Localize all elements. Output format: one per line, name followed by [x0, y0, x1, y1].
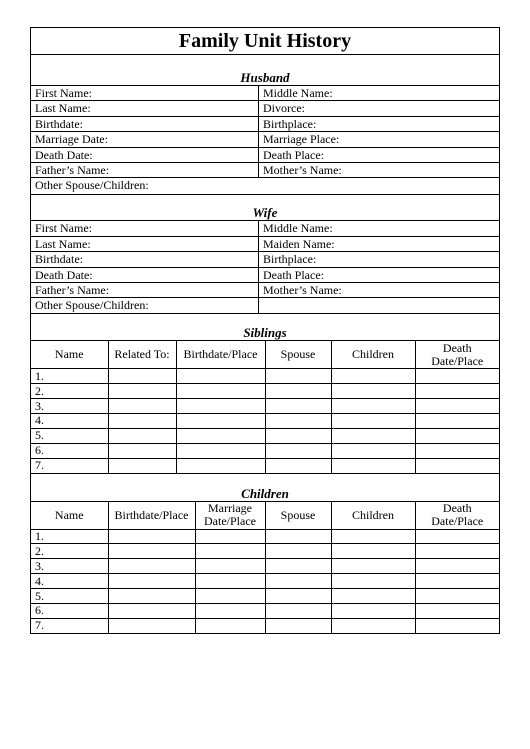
- children-col-death: Death Date/Place: [415, 501, 499, 529]
- cell[interactable]: [331, 603, 415, 618]
- row-number[interactable]: 4.: [31, 574, 108, 589]
- row-number[interactable]: 1.: [31, 529, 108, 544]
- row-number[interactable]: 6.: [31, 443, 108, 458]
- row-number[interactable]: 3.: [31, 559, 108, 574]
- wife-row-4: [31, 268, 499, 283]
- cell[interactable]: [265, 413, 331, 428]
- cell[interactable]: [415, 443, 499, 458]
- siblings-col-related: Related To:: [108, 341, 176, 369]
- wife-last-name-field[interactable]: Last Name:: [31, 237, 259, 251]
- wife-first-name-field[interactable]: First Name:: [31, 221, 259, 235]
- cell[interactable]: [415, 369, 499, 384]
- cell[interactable]: [331, 443, 415, 458]
- husband-row-5: [31, 148, 499, 163]
- cell[interactable]: [331, 428, 415, 443]
- table-row: [31, 603, 499, 618]
- row-number[interactable]: 2.: [31, 544, 108, 559]
- cell[interactable]: [415, 428, 499, 443]
- siblings-col-birth: Birthdate/Place: [176, 341, 265, 369]
- wife-father-name-field[interactable]: Father’s Name:: [31, 283, 259, 297]
- table-row: [31, 458, 499, 473]
- cell[interactable]: [176, 458, 265, 473]
- cell[interactable]: [108, 574, 195, 589]
- children-col-birth: Birthdate/Place: [108, 501, 195, 529]
- husband-birthdate-field[interactable]: Birthdate:: [31, 117, 259, 131]
- cell[interactable]: [331, 544, 415, 559]
- table-row: [31, 574, 499, 589]
- table-row: [31, 589, 499, 604]
- siblings-col-death: Death Date/Place: [415, 341, 499, 369]
- cell[interactable]: [108, 384, 176, 399]
- cell[interactable]: [195, 544, 265, 559]
- cell[interactable]: [415, 458, 499, 473]
- cell[interactable]: [108, 529, 195, 544]
- family-unit-form: [30, 27, 500, 634]
- wife-row-3: [31, 252, 499, 267]
- row-number[interactable]: 4.: [31, 413, 108, 428]
- children-col-name: Name: [31, 501, 108, 529]
- cell[interactable]: [415, 618, 499, 633]
- cell[interactable]: [108, 413, 176, 428]
- cell[interactable]: [195, 559, 265, 574]
- children-col-spouse: Spouse: [265, 501, 331, 529]
- table-row: [31, 544, 499, 559]
- wife-maiden-name-field[interactable]: Maiden Name:: [263, 236, 335, 251]
- husband-section: [31, 55, 499, 195]
- cell[interactable]: [265, 559, 331, 574]
- siblings-col-spouse: Spouse: [265, 341, 331, 369]
- cell[interactable]: [331, 618, 415, 633]
- cell[interactable]: [108, 618, 195, 633]
- children-col-marriage: Marriage Date/Place: [195, 501, 265, 529]
- cell[interactable]: [415, 384, 499, 399]
- husband-mother-name-field[interactable]: Mother’s Name:: [263, 162, 342, 177]
- cell[interactable]: [195, 589, 265, 604]
- wife-section: [31, 195, 499, 314]
- cell[interactable]: [415, 603, 499, 618]
- wife-death-date-field[interactable]: Death Date:: [31, 268, 259, 282]
- cell[interactable]: [331, 399, 415, 414]
- table-row: [31, 384, 499, 399]
- children-table: [31, 501, 499, 634]
- siblings-section: [31, 314, 499, 473]
- wife-heading: Wife: [252, 205, 278, 221]
- cell[interactable]: [331, 369, 415, 384]
- table-row: [31, 618, 499, 633]
- children-header-row: [31, 501, 499, 529]
- table-row: [31, 529, 499, 544]
- cell[interactable]: [265, 529, 331, 544]
- table-row: [31, 428, 499, 443]
- siblings-col-name: Name: [31, 341, 108, 369]
- cell[interactable]: [331, 458, 415, 473]
- table-row: [31, 559, 499, 574]
- cell[interactable]: [195, 618, 265, 633]
- cell[interactable]: [265, 589, 331, 604]
- cell[interactable]: [331, 529, 415, 544]
- cell[interactable]: [331, 559, 415, 574]
- wife-other-spouse-field[interactable]: Other Spouse/Children:: [31, 298, 259, 313]
- cell[interactable]: [265, 618, 331, 633]
- husband-row-4: [31, 132, 499, 147]
- wife-row-other: [31, 298, 499, 314]
- cell[interactable]: [176, 428, 265, 443]
- husband-death-place-field[interactable]: Death Place:: [263, 147, 324, 162]
- table-row: [31, 399, 499, 414]
- husband-marriage-date-field[interactable]: Marriage Date:: [31, 132, 259, 146]
- husband-row-6: [31, 163, 499, 178]
- wife-row-5: [31, 283, 499, 298]
- cell[interactable]: [108, 458, 176, 473]
- cell[interactable]: [415, 413, 499, 428]
- cell[interactable]: [176, 384, 265, 399]
- cell[interactable]: [265, 603, 331, 618]
- cell[interactable]: [331, 413, 415, 428]
- husband-heading: Husband: [240, 70, 290, 85]
- wife-birthplace-field[interactable]: Birthplace:: [263, 252, 317, 267]
- cell[interactable]: [108, 428, 176, 443]
- row-number[interactable]: 7.: [31, 458, 108, 473]
- cell[interactable]: [415, 574, 499, 589]
- husband-row-other: [31, 178, 499, 195]
- siblings-header-row: [31, 341, 499, 369]
- cell[interactable]: [176, 399, 265, 414]
- cell[interactable]: [415, 529, 499, 544]
- wife-death-place-field[interactable]: Death Place:: [263, 267, 324, 282]
- husband-last-name-field[interactable]: Last Name:: [31, 101, 259, 115]
- cell[interactable]: [176, 443, 265, 458]
- wife-row-2: [31, 237, 499, 252]
- cell[interactable]: [415, 559, 499, 574]
- cell[interactable]: [265, 384, 331, 399]
- cell[interactable]: [265, 574, 331, 589]
- cell[interactable]: [331, 384, 415, 399]
- row-number[interactable]: 1.: [31, 369, 108, 384]
- cell[interactable]: [176, 369, 265, 384]
- row-number[interactable]: 6.: [31, 603, 108, 618]
- siblings-heading: Siblings: [243, 325, 287, 341]
- cell[interactable]: [331, 589, 415, 604]
- husband-father-name-field[interactable]: Father’s Name:: [31, 163, 259, 177]
- cell[interactable]: [265, 443, 331, 458]
- husband-birthplace-field[interactable]: Birthplace:: [263, 116, 317, 131]
- page-title: Family Unit History: [31, 28, 499, 55]
- husband-middle-name-field[interactable]: Middle Name:: [263, 86, 333, 100]
- row-number[interactable]: 2.: [31, 384, 108, 399]
- row-number[interactable]: 3.: [31, 399, 108, 414]
- cell[interactable]: [108, 369, 176, 384]
- cell[interactable]: [265, 428, 331, 443]
- row-number[interactable]: 5.: [31, 589, 108, 604]
- children-heading: Children: [241, 485, 289, 501]
- cell[interactable]: [265, 458, 331, 473]
- husband-row-3: [31, 117, 499, 132]
- table-row: [31, 413, 499, 428]
- cell[interactable]: [415, 399, 499, 414]
- wife-row-1: [31, 221, 499, 236]
- husband-marriage-place-field[interactable]: Marriage Place:: [263, 132, 340, 147]
- cell[interactable]: [195, 574, 265, 589]
- siblings-table: [31, 340, 499, 473]
- cell[interactable]: [265, 369, 331, 384]
- cell[interactable]: [265, 544, 331, 559]
- husband-row-1: [31, 86, 499, 101]
- husband-death-date-field[interactable]: Death Date:: [31, 148, 259, 162]
- children-col-children: Children: [331, 501, 415, 529]
- cell[interactable]: [415, 544, 499, 559]
- cell[interactable]: [176, 413, 265, 428]
- cell[interactable]: [195, 603, 265, 618]
- wife-birthdate-field[interactable]: Birthdate:: [31, 252, 259, 266]
- table-row: [31, 369, 499, 384]
- cell[interactable]: [415, 589, 499, 604]
- cell[interactable]: [108, 399, 176, 414]
- cell[interactable]: [108, 589, 195, 604]
- husband-row-2: [31, 101, 499, 116]
- cell[interactable]: [195, 529, 265, 544]
- wife-other-spouse-extra[interactable]: [259, 298, 499, 313]
- wife-middle-name-field[interactable]: Middle Name:: [263, 221, 333, 236]
- children-section: [31, 474, 499, 634]
- husband-divorce-field[interactable]: Divorce:: [263, 101, 305, 116]
- cell[interactable]: [108, 603, 195, 618]
- wife-mother-name-field[interactable]: Mother’s Name:: [263, 282, 342, 297]
- row-number[interactable]: 5.: [31, 428, 108, 443]
- husband-first-name-field[interactable]: First Name:: [31, 86, 259, 100]
- husband-other-spouse-field[interactable]: Other Spouse/Children:: [35, 178, 149, 193]
- cell[interactable]: [108, 559, 195, 574]
- cell[interactable]: [265, 399, 331, 414]
- cell[interactable]: [331, 574, 415, 589]
- table-row: [31, 443, 499, 458]
- cell[interactable]: [108, 443, 176, 458]
- row-number[interactable]: 7.: [31, 618, 108, 633]
- siblings-col-children: Children: [331, 341, 415, 369]
- cell[interactable]: [108, 544, 195, 559]
